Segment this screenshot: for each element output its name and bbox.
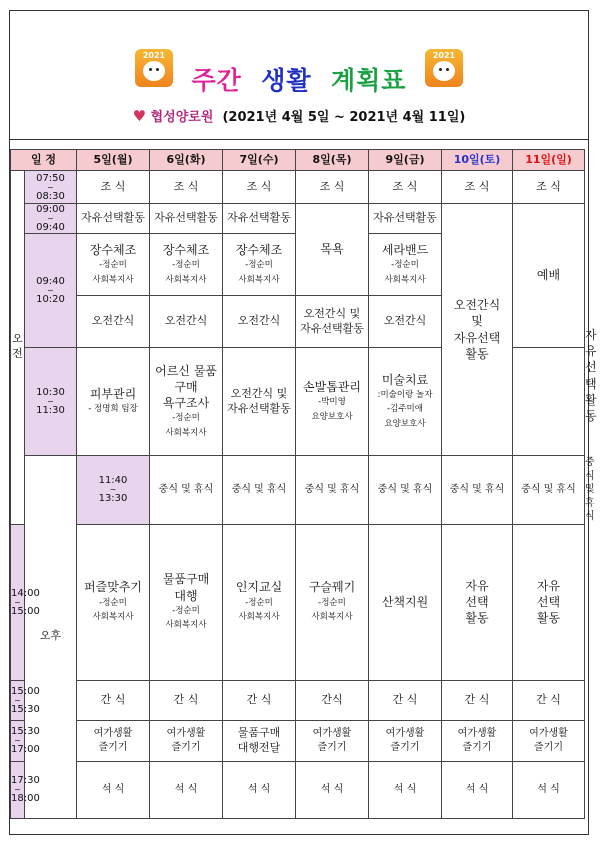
day-thu: 8일(목) <box>296 150 369 171</box>
cell-pm-snack: 간 식 <box>513 680 585 720</box>
cell-am-snack: 오전간식 <box>150 296 223 348</box>
cell-lunch: 중식 및 휴식 <box>296 456 369 525</box>
cell-free-pm: 자유 선택 활동 <box>442 524 513 680</box>
cell-nail-care: 손발톱관리 -박미영 요양보호사 <box>296 348 369 456</box>
cell-free-activity: 자유선택활동 <box>223 204 296 234</box>
time-slot: 15:00 ~ 15:30 <box>11 680 25 720</box>
cell-beads: 구슬꿰기 -정순미 사회복지사 <box>296 524 369 680</box>
time-slot: 11:40 ~ 13:30 <box>77 456 150 525</box>
section-pm: 오후 <box>25 456 77 819</box>
cell-dinner: 석 식 <box>442 761 513 818</box>
cell-lunch: 중식 및 휴식 <box>369 456 442 525</box>
cell-free-activity: 자유선택활동 <box>150 204 223 234</box>
header <box>10 11 588 140</box>
cell-free-activity: 자유선택활동 <box>77 204 150 234</box>
section-am: 오전 <box>11 171 25 525</box>
cell-lunch: 중식 및 휴식 <box>442 456 513 525</box>
cell-pm-snack: 간 식 <box>442 680 513 720</box>
cell-leisure: 여가생활 즐기기 <box>296 720 369 761</box>
cell-delivery: 물품구매 대행전달 <box>223 720 296 761</box>
org-name: 협성양로원 <box>150 110 214 125</box>
time-slot: 07:50 ~ 08:30 <box>25 171 77 204</box>
cell-am-snack: 오전간식 <box>223 296 296 348</box>
title-part2: 생활 <box>261 66 312 95</box>
cell-worship: 예배 <box>513 204 585 348</box>
cell-leisure: 여가생활 즐기기 <box>150 720 223 761</box>
cell-pm-snack: 간 식 <box>369 680 442 720</box>
cell-exercise: 장수체조 -정순미 사회복지사 <box>223 234 296 296</box>
cell-exercise: 장수체조 -정순미 사회복지사 <box>150 234 223 296</box>
day-fri: 9일(금) <box>369 150 442 171</box>
cell-pm-snack: 간 식 <box>150 680 223 720</box>
cell-puzzle: 퍼즐맞추기 -정순미 사회복지사 <box>77 524 150 680</box>
time-slot: 09:40 ~ 10:20 <box>25 234 77 348</box>
cell-walk: 산책지원 <box>369 524 442 680</box>
page-title <box>10 61 588 97</box>
cell-pm-snack: 간 식 <box>223 680 296 720</box>
cell-free-activity: 자유선택활동 <box>369 204 442 234</box>
cell-am-snack: 오전간식 <box>77 296 150 348</box>
time-slot: 09:00 ~ 09:40 <box>25 204 77 234</box>
heart-logo-icon <box>133 110 147 122</box>
cell-survey: 어르신 물품 구매 욕구조사 -정순미 사회복지사 <box>150 348 223 456</box>
day-wed: 7일(수) <box>223 150 296 171</box>
title-part1: 주간 <box>191 66 242 95</box>
cell-leisure: 여가생활 즐기기 <box>369 720 442 761</box>
cell-dinner: 석 식 <box>296 761 369 818</box>
cell-purchase: 물품구매 대행 -정순미 사회복지사 <box>150 524 223 680</box>
cell-dinner: 석 식 <box>223 761 296 818</box>
cell-free-pm: 자유 선택 활동 <box>513 524 585 680</box>
cell-pm-snack: 간 식 <box>77 680 150 720</box>
cell-breakfast: 조 식 <box>150 171 223 204</box>
cell-skin-care: 피부관리 - 정명희 팀장 <box>77 348 150 456</box>
cell-dinner: 석 식 <box>369 761 442 818</box>
time-slot: 10:30 ~ 11:30 <box>25 348 77 456</box>
cell-leisure: 여가생활 즐기기 <box>442 720 513 761</box>
cell-am-snack: 오전간식 <box>369 296 442 348</box>
cell-leisure: 여가생활 즐기기 <box>77 720 150 761</box>
icon-year: 2021 <box>142 51 166 60</box>
day-sun: 11일(일) <box>513 150 585 171</box>
icon-year: 2021 <box>432 51 456 60</box>
cell-am-snack-free: 오전간식 및 자유선택활동 <box>296 296 369 348</box>
schedule-table: 일 정 5일(월) 6일(화) 7일(수) 8일(목) 9일(금) 10일(토) 11일(일) 오전 07:50 ~ 08:30 조 식 조 식 조 식 조 식 조 식 조 식 조 식 09:00 ~ 09:40 자유선택활동 자유선택활동 자유선택활동 목욕 자유선택활동 오전간식 및 자유선택 활동 예배 09:40 ~ 10:20 장수체조 -정순미 사회복지사 장수체조 -정순미 사회복지사 장수체조 -정순미 사회복지사 세라밴드 -정순미 사회복지사 오전간식 오전간식 오전간식 오전간식 및 자유선택활동 오전간식 자유 선택 활동 10:30 ~ 11:30 피부관리 - 정명희 팀장 어르신 물품 구매 욕구조사 -정순미 사회복지사 오전간식 및 자유선택활동 손발톱관리 -박미영 요양보호사 미술치료 :미술이랑 놀자 -김주미애 요양보호사 오후 11:40 ~ 13:30 중식 및 휴식 중식 및 휴식 중식 및 휴식 중식 및 휴식 중식 및 휴식 중식 및 휴식 중식 및 휴식 14:00 ~ 15:00 퍼즐맞추기 -정순미 사회복지사 물품구매 대행 -정순미 사회복지사 인지교실 -정순미 사회복지사 구슬꿰기 -정순미 사회복지사 산책지원 자유 선택 활동 자유 선택 활동 15:00 ~ 15:30 간 식 간 식 간 식 간식 간 식 간 식 간 식 15:30 ~ 17:00 여가생활 즐기기 여가생활 즐기기 물품구매 대행전달 여가생활 즐기기 여가생활 즐기기 여가생활 즐기기 여가생활 즐기기 17:30 ~ 18:00 석 식 석 식 석 식 석 식 석 식 석 식 석 식 <box>10 149 585 819</box>
cell-theraband: 세라밴드 -정순미 사회복지사 <box>369 234 442 296</box>
time-slot: 15:30 ~ 17:00 <box>11 720 25 761</box>
cell-lunch: 중식 및 휴식 <box>513 456 585 525</box>
cell-lunch: 중식 및 휴식 <box>223 456 296 525</box>
time-slot: 14:00 ~ 15:00 <box>11 524 25 680</box>
cell-art-therapy: 미술치료 :미술이랑 놀자 -김주미애 요양보호사 <box>369 348 442 456</box>
cell-breakfast: 조 식 <box>77 171 150 204</box>
cell-breakfast: 조 식 <box>296 171 369 204</box>
cell-bath: 목욕 <box>296 204 369 296</box>
cell-leisure: 여가생활 즐기기 <box>513 720 585 761</box>
cell-cognitive: 인지교실 -정순미 사회복지사 <box>223 524 296 680</box>
cell-lunch: 중식 및 휴식 <box>150 456 223 525</box>
title-part3: 계획표 <box>331 66 407 95</box>
time-slot: 17:30 ~ 18:00 <box>11 761 25 818</box>
cell-dinner: 석 식 <box>150 761 223 818</box>
head-label: 일 정 <box>11 150 77 171</box>
cell-dinner: 석 식 <box>77 761 150 818</box>
cell-breakfast: 조 식 <box>369 171 442 204</box>
period: (2021년 4월 5일 ~ 2021년 4월 11일) <box>222 110 466 125</box>
cell-pm-snack: 간식 <box>296 680 369 720</box>
cell-breakfast: 조 식 <box>223 171 296 204</box>
day-tue: 6일(화) <box>150 150 223 171</box>
cell-am-snack-free: 오전간식 및 자유선택활동 <box>223 348 296 456</box>
cell-sat-am: 오전간식 및 자유선택 활동 <box>442 204 513 456</box>
cell-breakfast: 조 식 <box>442 171 513 204</box>
day-sat: 10일(토) <box>442 150 513 171</box>
cell-dinner: 석 식 <box>513 761 585 818</box>
day-mon: 5일(월) <box>77 150 150 171</box>
subtitle <box>10 106 588 125</box>
cell-exercise: 장수체조 -정순미 사회복지사 <box>77 234 150 296</box>
cell-breakfast: 조 식 <box>513 171 585 204</box>
